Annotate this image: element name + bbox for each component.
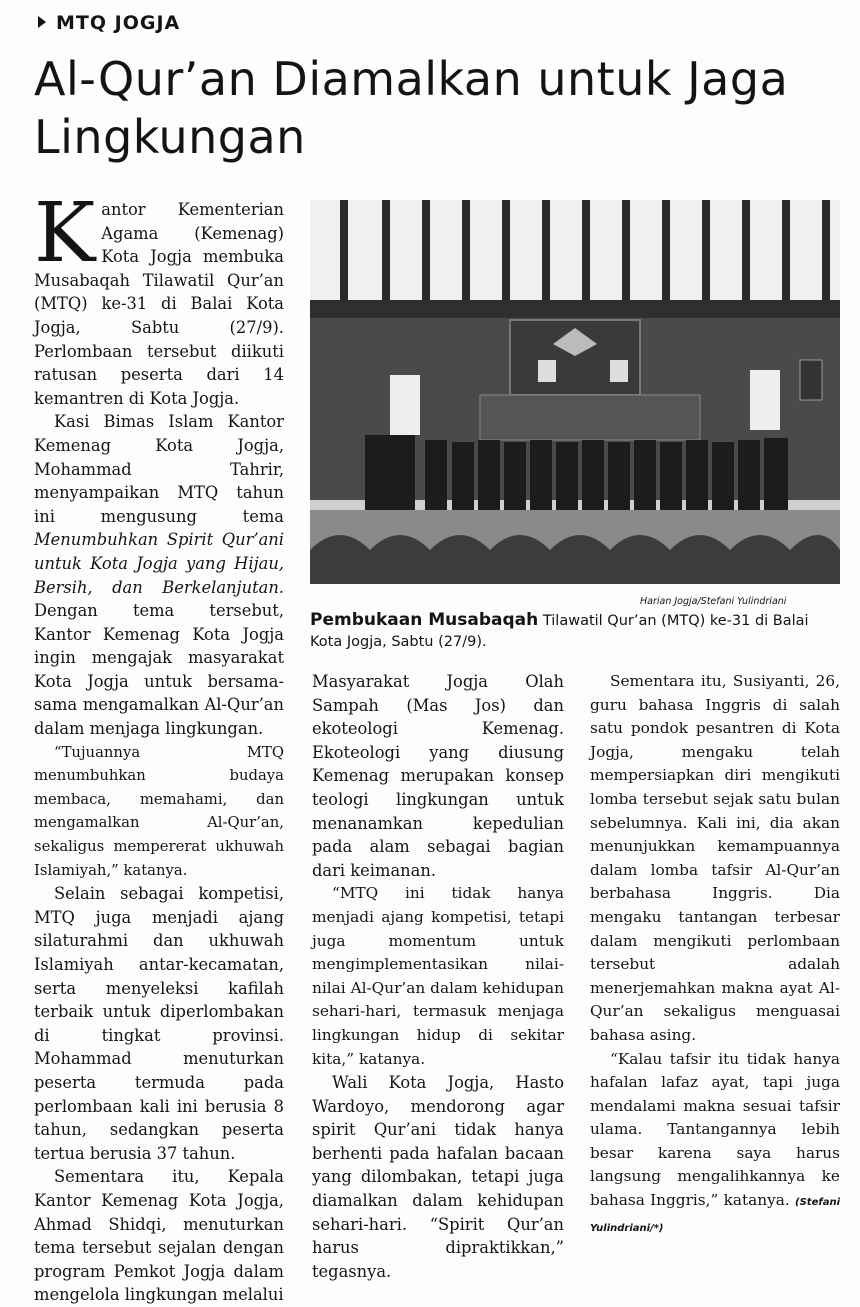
theme-italic: Menumbuhkan Spirit Qur’ani untuk Kota Jogja yang Hijau, Bersih, dan Berkelanjutan. xyxy=(34,530,284,597)
paragraph: Sementara itu, Susiyanti, 26, guru bahasa Inggris di salah satu pondok pesantren di Kota Jogja, mengaku telah mempersiapkan diri mengikuti lomba tersebut sejak satu bulan sebelumnya. Kali ini, dia akan menunjukkan kemampuannya dalam lomba tafsir Al-Qur’an berbahasa Inggris. Dia mengaku tantangan terbesar dalam mengikuti perlombaan tersebut adalah menerjemahkan makna ayat Al-Qur’an sekaligus menguasai bahasa asing. xyxy=(590,672,840,1044)
paragraph xyxy=(34,410,284,740)
article-column-3 xyxy=(590,670,840,1240)
drop-cap: K xyxy=(34,186,96,281)
paragraph-text: Dengan tema tersebut, Kantor Kemenag Kota Jogja ingin mengajak masyarakat Kota Jogja untuk bersama-sama mengamalkan Al-Qur’an dalam menjaga lingkungan. xyxy=(34,601,284,739)
triangle-bullet-icon xyxy=(38,16,46,28)
paragraph-text: Kasi Bimas Islam Kantor Kemenag Kota Jogja, Mohammad Tahrir, menyampaikan MTQ tahun ini mengusung tema xyxy=(34,412,284,526)
paragraph xyxy=(590,1048,840,1241)
news-photo xyxy=(310,200,840,584)
paragraph-text: “Kalau tafsir itu tidak hanya hafalan lafaz ayat, tapi juga mendalami makna sesuai tafsir ulama. Tantangannya lebih besar karena saya harus langsung mengalihkannya ke bahasa Inggris,” katanya. xyxy=(590,1049,840,1210)
lead-paragraph xyxy=(34,186,284,410)
headline: Al-Qur’an Diamalkan untuk Jaga Lingkungan xyxy=(34,52,789,164)
rubric-label: MTQ JOGJA xyxy=(56,12,181,34)
photo-illustration xyxy=(310,200,840,584)
lead-paragraph-text: antor Kementerian Agama (Kemenag) Kota Jogja membuka Musabaqah Tilawatil Qur’an (MTQ) ke-31 di Balai Kota Jogja, Sabtu (27/9). Perlombaan tersebut diikuti ratusan peserta dari 14 kemantren di Kota Jogja. xyxy=(34,200,284,408)
paragraph: Masyarakat Jogja Olah Sampah (Mas Jos) dan ekoteologi Kemenag. Ekoteologi yang diusung Kemenag merupakan konsep teologi lingkungan untuk menanamkan kepedulian pada alam sebagai bagian dari keimanan. xyxy=(312,672,564,880)
paragraph: Wali Kota Jogja, Hasto Wardoyo, mendorong agar spirit Qur’ani tidak hanya berhenti pada hafalan bacaan yang dilombakan, tetapi juga diamalkan dalam kehidupan sehari-hari. “Spirit Qur’an harus dipraktikkan,” tegasnya. xyxy=(312,1073,564,1281)
paragraph: Sementara itu, Kepala Kantor Kemenag Kota Jogja, Ahmad Shidqi, menuturkan tema tersebut sejalan dengan program Pemkot Jogja dalam mengelola lingkungan melalui xyxy=(34,1167,284,1305)
article-column-2 xyxy=(312,670,564,1283)
photo-credit: Harian Jogja/Stefani Yulindriani xyxy=(640,596,787,607)
byline: (Stefani Yulindriani/*) xyxy=(590,1197,840,1234)
caption-lead: Pembukaan Musabaqah xyxy=(310,610,539,630)
caption-text: Tilawatil Qur’an (MTQ) ke-31 di Balai Kota Jogja, Sabtu (27/9). xyxy=(310,613,809,650)
photo-caption xyxy=(310,610,845,653)
paragraph: “Tujuannya MTQ menumbuhkan budaya membaca, memahami, dan mengamalkan Al-Qur’an, sekaligus mempererat ukhuwah Islamiyah,” katanya. xyxy=(34,743,284,879)
section-rubric xyxy=(38,12,180,34)
paragraph: Selain sebagai kompetisi, MTQ juga menjadi ajang silaturahmi dan ukhuwah Islamiyah antar-kecamatan, serta menyeleksi kafilah terbaik untuk diperlombakan di tingkat provinsi. Mohammad menuturkan peserta termuda pada perlombaan kali ini berusia 8 tahun, sedangkan peserta tertua berusia 37 tahun. xyxy=(34,884,284,1163)
paragraph: “MTQ ini tidak hanya menjadi ajang kompetisi, tetapi juga momentum untuk mengimplementasikan nilai-nilai Al-Qur’an dalam kehidupan sehari-hari, termasuk menjaga lingkungan hidup di sekitar kita,” katanya. xyxy=(312,884,564,1068)
article-column-1 xyxy=(34,186,284,1307)
